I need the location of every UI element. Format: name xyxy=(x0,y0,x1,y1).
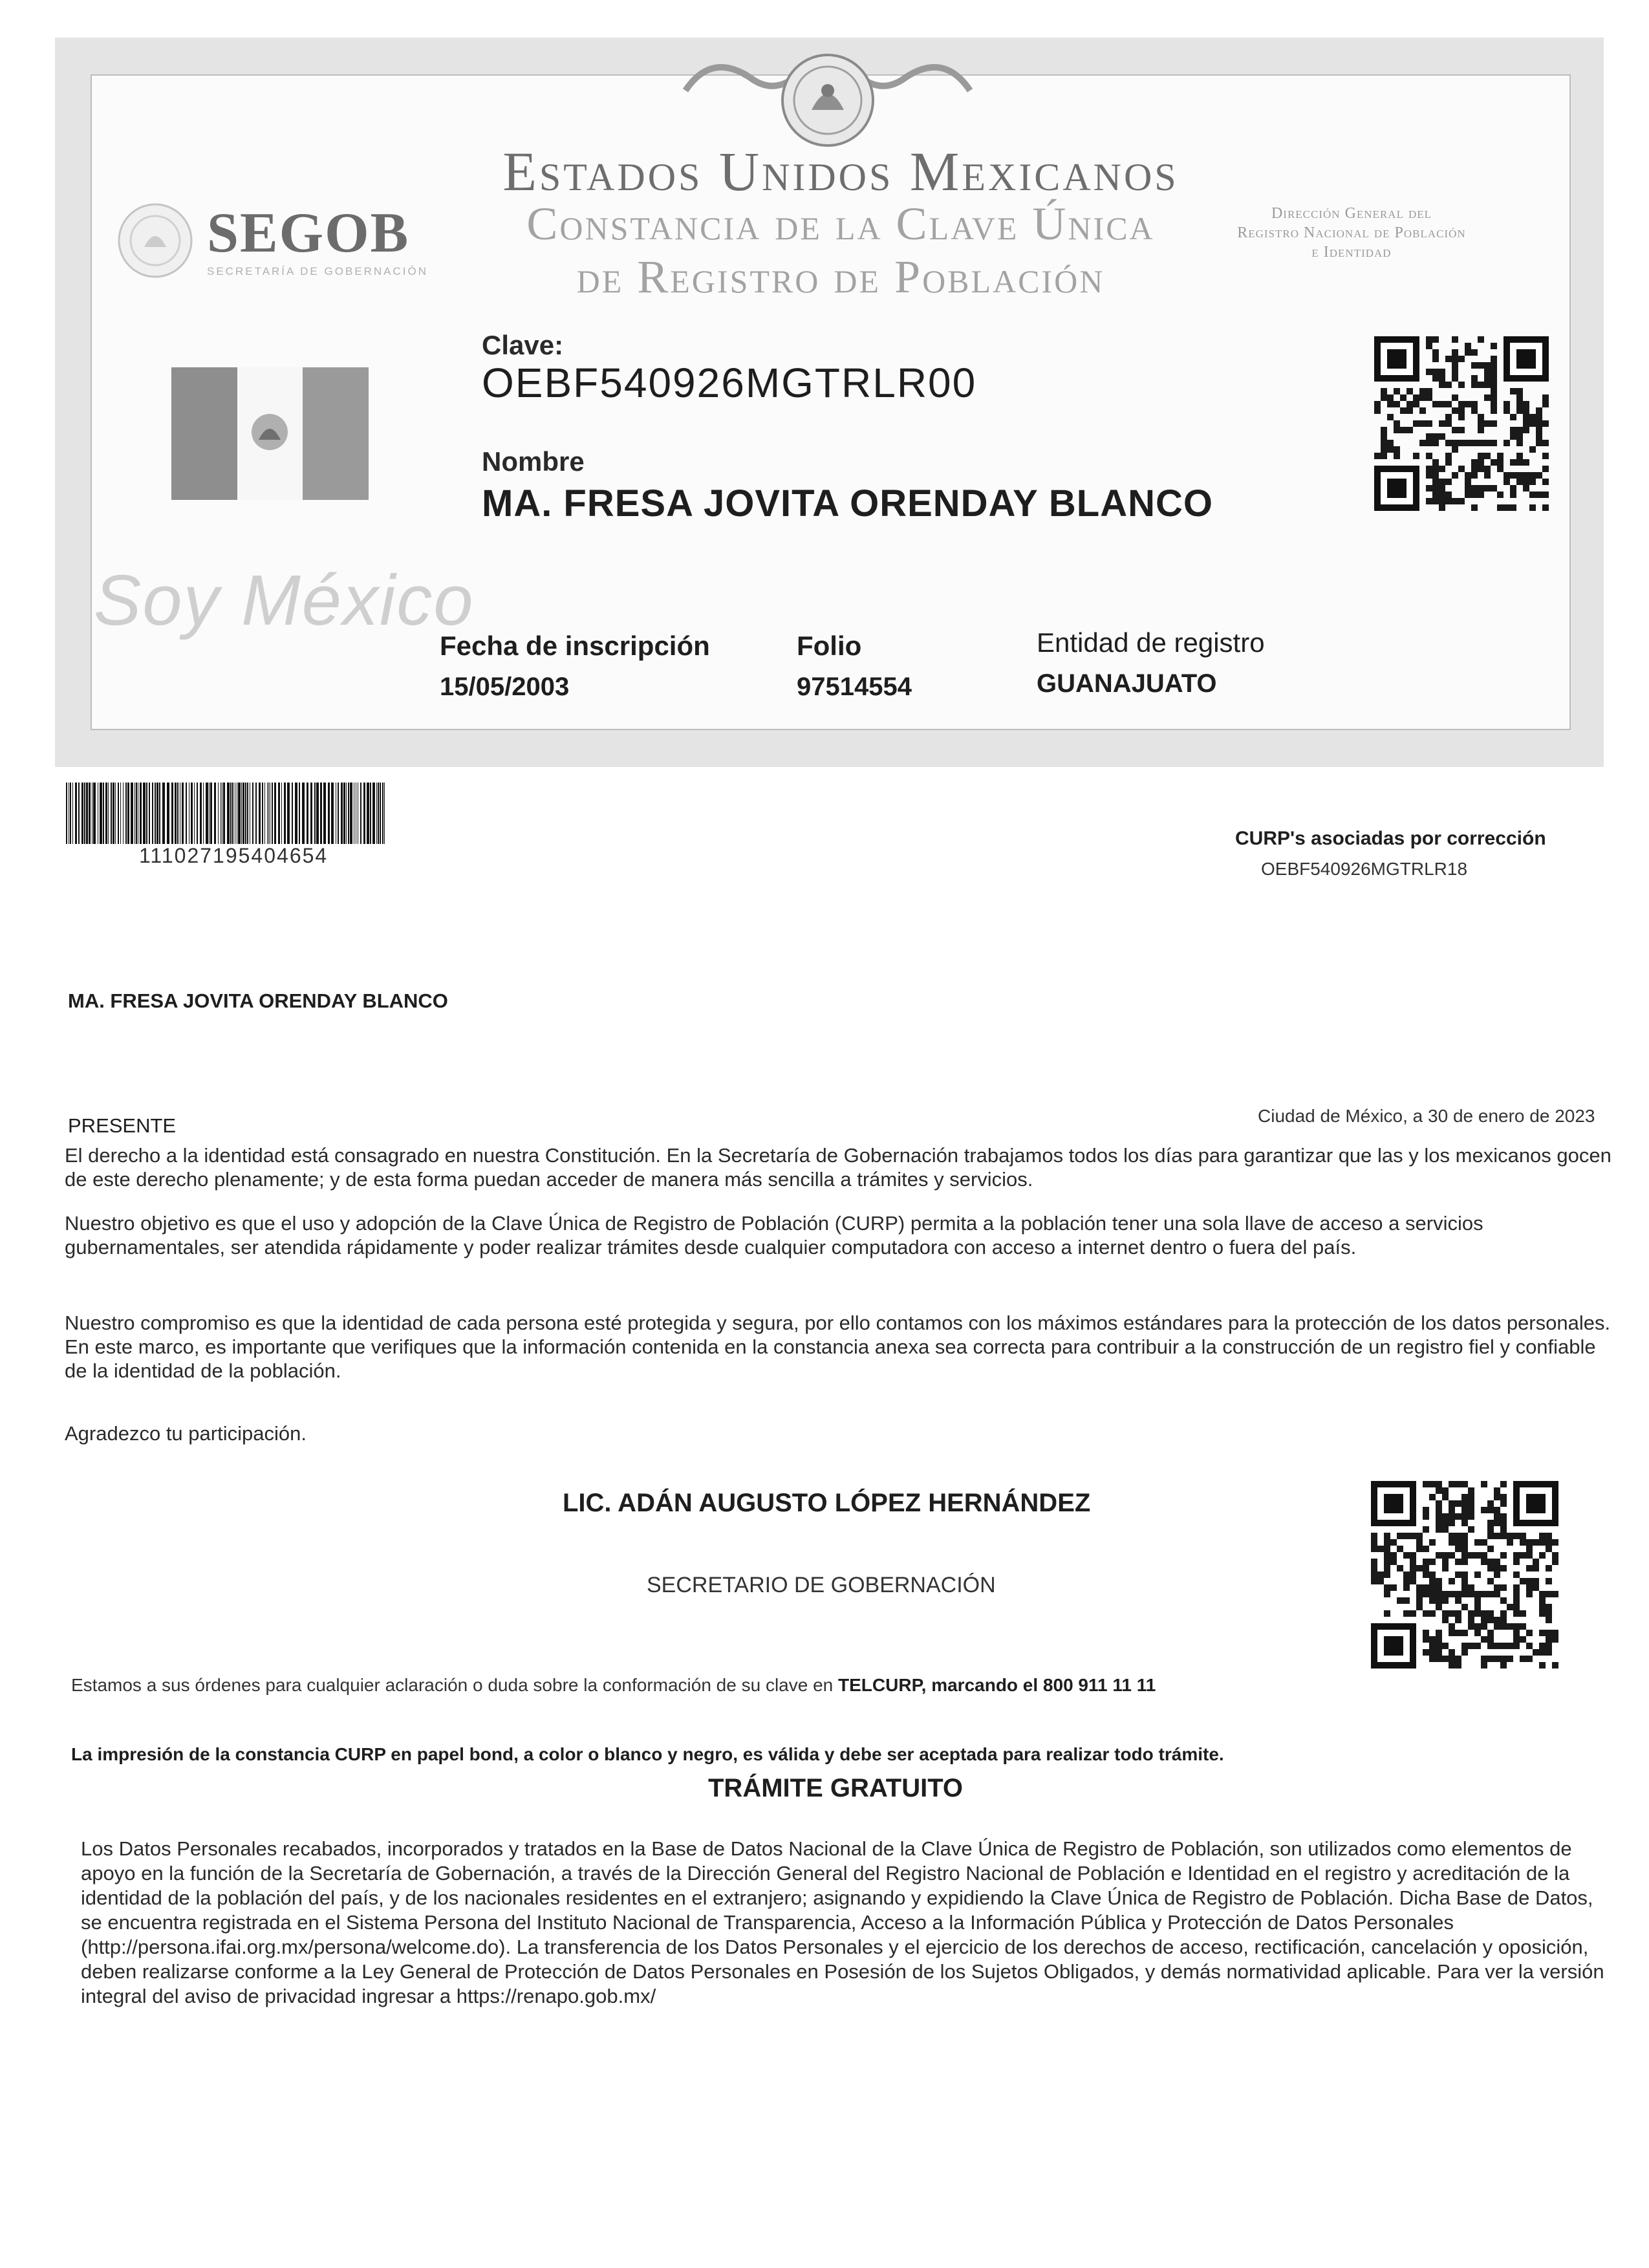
fecha-inscripcion-value: 15/05/2003 xyxy=(440,673,570,701)
telcurp-phone: TELCURP, marcando el 800 911 11 11 xyxy=(838,1675,1156,1695)
folio-value: 97514554 xyxy=(797,673,912,701)
soy-mexico-watermark: Soy México xyxy=(94,561,475,640)
letter-paragraph: Nuestro compromiso es que la identidad de cada persona esté protegida y segura, por ello contamos con los máximos estándares para la protección de los datos personales. En este marco, es importante que verifiques que la información contenida en la constancia anexa sea correcta para contribuir a la construcción de un registro fiel y confiable de la identidad de la población. xyxy=(65,1312,1611,1382)
entidad-registro-value: GUANAJUATO xyxy=(1037,669,1217,698)
bond-paper-notice: La impresión de la constancia CURP en papel bond, a color o blanco y negro, es válida y debe ser aceptada para realizar todo trámite. xyxy=(71,1744,1224,1764)
telcurp-notice xyxy=(71,1675,1156,1696)
signer-name: LIC. ADÁN AUGUSTO LÓPEZ HERNÁNDEZ xyxy=(563,1489,1091,1517)
barcode-number: 111027195404654 xyxy=(139,844,329,867)
segob-logo-text: SEGOB xyxy=(207,202,410,265)
letter-addressee: MA. FRESA JOVITA ORENDAY BLANCO xyxy=(68,989,448,1012)
signer-title: SECRETARIO DE GOBERNACIÓN xyxy=(647,1573,996,1597)
title-country: Estados Unidos Mexicanos xyxy=(502,140,1179,202)
nombre-label: Nombre xyxy=(482,446,585,477)
letter-place-date: Ciudad de México, a 30 de enero de 2023 xyxy=(1258,1106,1595,1126)
letter-paragraph: El derecho a la identidad está consagrado en nuestra Constitución. En la Secretaría de Gobernación trabajamos todos los días para garantizar que las y los mexicanos gocen de este derecho plenamente; y de esta forma puedan acceder de manera más sencilla a trámites y servicios. xyxy=(65,1144,1611,1191)
privacy-notice: Los Datos Personales recabados, incorporados y tratados en la Base de Datos Nacional de la Clave Única de Registro de Población, son utilizados como elementos de apoyo en la función de la Secretaría de Gobernación, a través de la Dirección General del Registro Nacional de Población e Identidad en el registro y acreditación de la identidad de la población del país, y de los nacionales residentes en el extranjero; asignando y expidiendo la Clave Única de Registro de Población. Dicha Base de Datos, se encuentra registrada en el Sistema Persona del Instituto Nacional de Transparencia, Acceso a la Información Pública y Protección de Datos Personales (http://persona.ifai.org.mx/persona/welcome.do). La transferencia de los Datos Personales y el ejercicio de los derechos de acceso, rectificación, cancelación y oposición, deben realizarse conforme a la Ley General de Protección de Datos Personales en Posesión de los Sujetos Obligados, y demás normatividad aplicable. Para ver la versión integral del aviso de privacidad ingresar a https://renapo.gob.mx/ xyxy=(81,1837,1604,2007)
segob-emblem-icon xyxy=(115,200,196,281)
title-document-line2: de Registro de Población xyxy=(576,251,1105,303)
title-document xyxy=(453,197,1229,303)
national-seal-icon xyxy=(673,39,983,152)
nombre-value: MA. FRESA JOVITA ORENDAY BLANCO xyxy=(482,482,1213,524)
fecha-inscripcion-label: Fecha de inscripción xyxy=(440,631,710,661)
barcode-icon xyxy=(65,783,388,844)
issuing-office-line1: Dirección General del xyxy=(1271,205,1432,222)
letter-presente: PRESENTE xyxy=(68,1114,177,1137)
folio-label: Folio xyxy=(797,631,862,661)
curp-asociadas-label: CURP's asociadas por corrección xyxy=(1235,828,1546,849)
letter-paragraph: Nuestro objetivo es que el uso y adopción de la Clave Única de Registro de Población (CURP) permita a la población tener una sola llave de acceso a servicios gubernamentales, ser atendida rápidamente y poder realizar trámites desde cualquier computadora con acceso a internet dentro o fuera del país. xyxy=(65,1212,1483,1258)
clave-value: OEBF540926MGTRLR00 xyxy=(482,360,977,406)
mexican-flag-icon xyxy=(171,367,369,500)
segob-logo-subtitle: SECRETARÍA DE GOBERNACIÓN xyxy=(207,265,429,277)
issuing-office xyxy=(1183,204,1520,262)
tramite-gratuito: TRÁMITE GRATUITO xyxy=(708,1774,964,1802)
clave-label: Clave: xyxy=(482,330,564,360)
issuing-office-line3: e Identidad xyxy=(1311,244,1392,261)
qr-code-icon xyxy=(1374,336,1549,511)
title-document-line1: Constancia de la Clave Única xyxy=(526,198,1155,250)
curp-asociadas-value: OEBF540926MGTRLR18 xyxy=(1261,859,1468,879)
issuing-office-line2: Registro Nacional de Población xyxy=(1237,224,1466,241)
entidad-registro-label: Entidad de registro xyxy=(1037,627,1265,658)
telcurp-notice-text: Estamos a sus órdenes para cualquier aclaración o duda sobre la conformación de su clave en xyxy=(71,1675,839,1695)
letter-closing: Agradezco tu participación. xyxy=(65,1422,307,1445)
qr-code-signature-icon xyxy=(1371,1481,1558,1669)
